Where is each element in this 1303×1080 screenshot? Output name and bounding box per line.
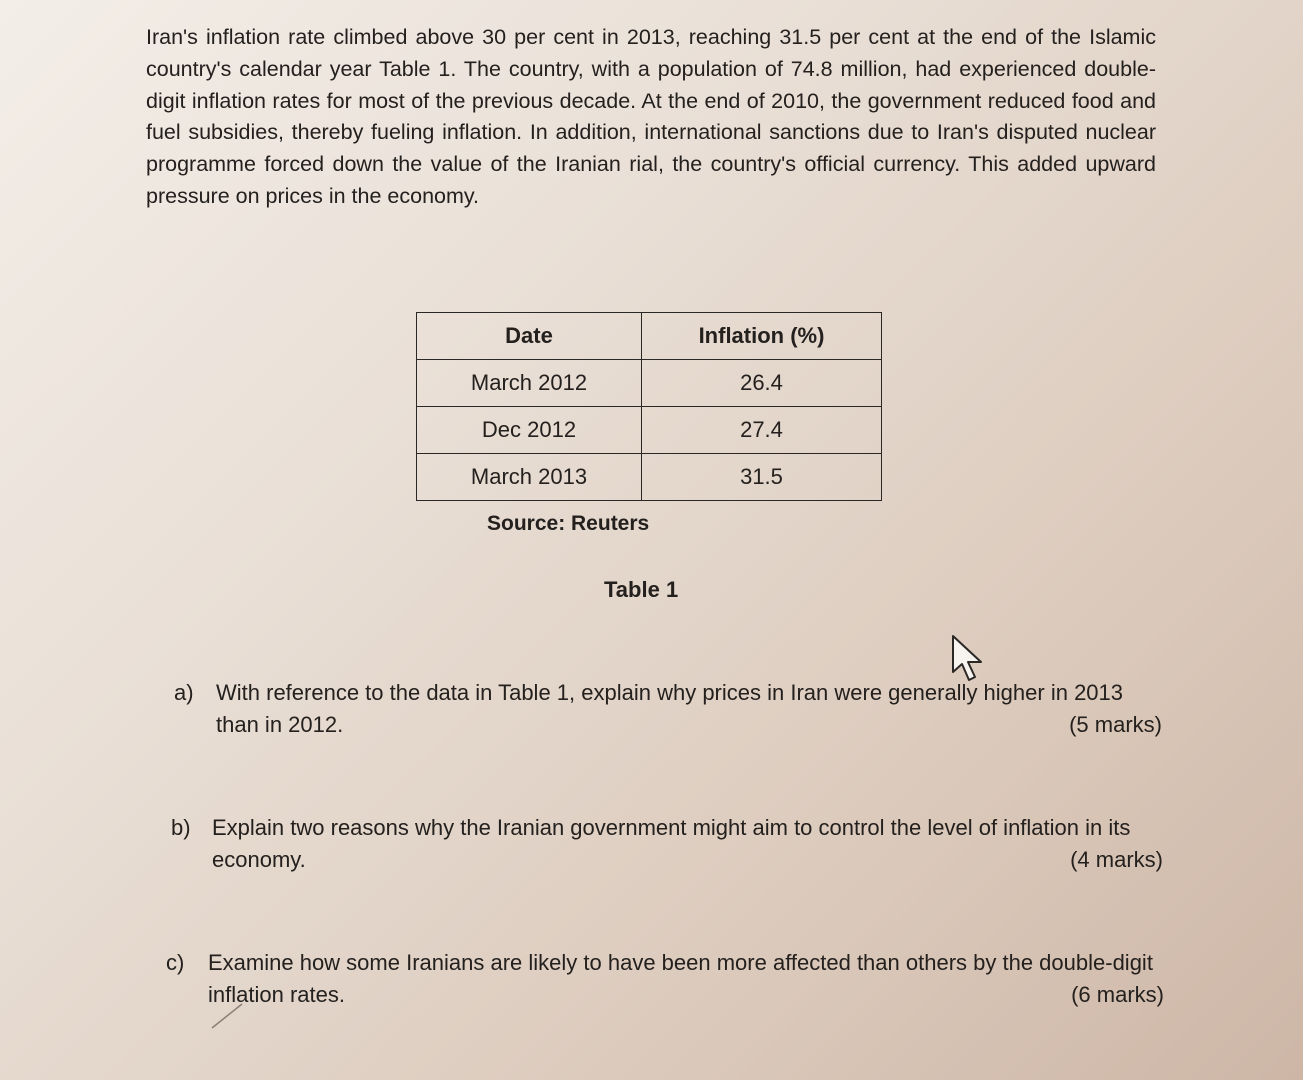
header-inflation: Inflation (%): [642, 313, 882, 360]
question-a: [174, 677, 1162, 741]
question-b: [171, 812, 1163, 876]
question-text: With reference to the data in Table 1, explain why prices in Iran were generally higher in 2013 than in 2012.: [216, 680, 1124, 737]
question-c: [166, 947, 1164, 1011]
table-row: [417, 360, 882, 407]
cell-date: March 2013: [417, 454, 642, 501]
question-marks: (5 marks): [1069, 712, 1162, 737]
intro-paragraph: Iran's inflation rate climbed above 30 per cent in 2013, reaching 31.5 per cent at the end of the Islamic country's calendar year Table 1. The country, with a population of 74.8 million, had experienced double-digit inflation rates for most of the previous decade. At the end of 2010, the government reduced food and fuel subsidies, thereby fueling inflation. In addition, international sanctions due to Iran's disputed nuclear programme forced down the value of the Iranian rial, the country's official currency. This added upward pressure on prices in the economy.: [146, 25, 1156, 208]
pen-stroke-mark: [208, 1002, 244, 1030]
cell-date: March 2012: [417, 360, 642, 407]
question-marks: (4 marks): [1070, 847, 1163, 872]
question-label: c): [166, 950, 185, 975]
table-row: [417, 407, 882, 454]
table-caption: Table 1: [604, 577, 679, 602]
inflation-table: [416, 312, 882, 501]
question-text: Examine how some Iranians are likely to have been more affected than others by the double-digit inflation rates.: [208, 950, 1153, 1007]
question-label: a): [174, 680, 194, 705]
question-label: b): [171, 815, 191, 840]
question-marks: (6 marks): [1071, 982, 1164, 1007]
header-date: Date: [417, 313, 642, 360]
cell-inflation: 27.4: [642, 407, 882, 454]
cell-date: Dec 2012: [417, 407, 642, 454]
cell-inflation: 26.4: [642, 360, 882, 407]
question-text: Explain two reasons why the Iranian government might aim to control the level of inflation in its economy.: [212, 815, 1131, 872]
cell-inflation: 31.5: [642, 454, 882, 501]
table-source: Source: Reuters: [487, 512, 650, 535]
table-header-row: [417, 313, 882, 360]
table-row: [417, 454, 882, 501]
